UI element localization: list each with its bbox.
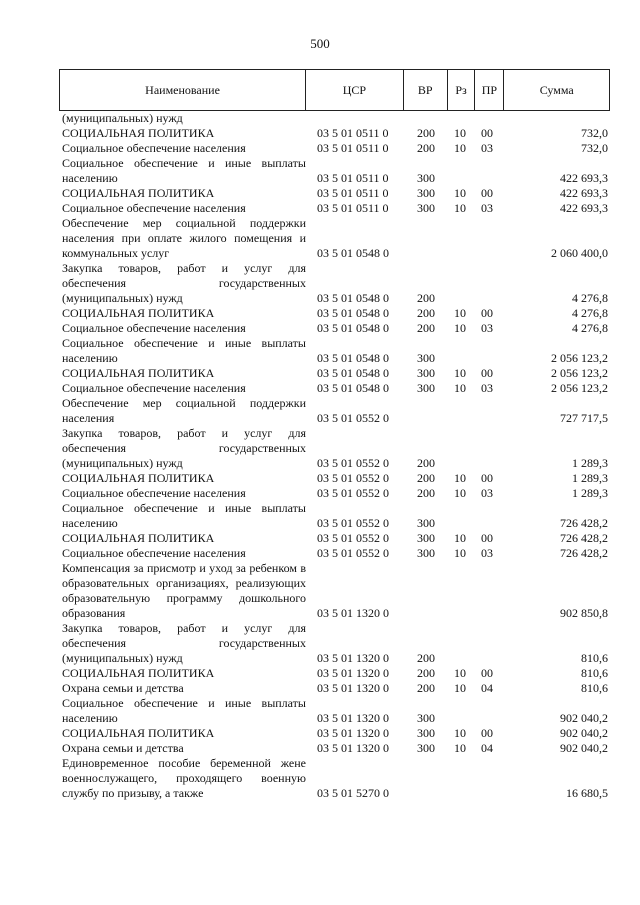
table-row (59, 666, 610, 681)
row-sum: 810,6 (581, 651, 608, 665)
row-sum: 1 289,3 (572, 486, 608, 500)
row-pr: 03 (481, 321, 493, 335)
row-rz: 10 (454, 126, 466, 140)
row-name: Социальное обеспечение населения (62, 141, 246, 155)
table-row (59, 501, 610, 531)
row-csr: 03 5 01 1320 0 (317, 606, 389, 620)
row-name: Закупка товаров, работ и услуг для обеспечения государственных (муниципальных) нужд (62, 261, 306, 305)
row-vr: 200 (417, 666, 435, 680)
row-vr: 300 (417, 351, 435, 365)
row-csr: 03 5 01 0511 0 (317, 186, 389, 200)
table-row (59, 681, 610, 696)
table-row (59, 126, 610, 141)
row-csr: 03 5 01 0548 0 (317, 366, 389, 380)
table-row (59, 186, 610, 201)
row-name: СОЦИАЛЬНАЯ ПОЛИТИКА (62, 126, 215, 140)
row-pr: 03 (481, 141, 493, 155)
row-vr: 200 (417, 471, 435, 485)
row-csr: 03 5 01 0548 0 (317, 246, 389, 260)
table-row (59, 261, 610, 306)
row-csr: 03 5 01 5270 0 (317, 786, 389, 800)
table-row (59, 531, 610, 546)
row-name: Закупка товаров, работ и услуг для обеспечения государственных (муниципальных) нужд (62, 426, 306, 470)
row-rz: 10 (454, 321, 466, 335)
row-name: Обеспечение мер социальной поддержки населения при оплате жилого помещения и коммунальных услуг (62, 216, 306, 260)
table-row (59, 141, 610, 156)
row-rz: 10 (454, 306, 466, 320)
row-vr: 300 (417, 531, 435, 545)
table-row (59, 336, 610, 366)
table-row (59, 306, 610, 321)
row-vr: 200 (417, 141, 435, 155)
row-name: Социальное обеспечение населения (62, 486, 246, 500)
row-name: Социальное обеспечение и иные выплаты населению (62, 501, 306, 530)
row-name: Охрана семьи и детства (62, 741, 184, 755)
row-csr: 03 5 01 0511 0 (317, 126, 389, 140)
row-sum: 726 428,2 (560, 516, 608, 530)
row-csr: 03 5 01 1320 0 (317, 711, 389, 725)
row-rz: 10 (454, 381, 466, 395)
row-csr: 03 5 01 1320 0 (317, 681, 389, 695)
header-csr: ЦСР (306, 70, 404, 110)
row-sum: 4 276,8 (572, 291, 608, 305)
row-vr: 200 (417, 126, 435, 140)
row-csr: 03 5 01 0552 0 (317, 531, 389, 545)
row-rz: 10 (454, 741, 466, 755)
row-pr: 00 (481, 186, 493, 200)
row-csr: 03 5 01 0548 0 (317, 321, 389, 335)
table-row (59, 741, 610, 756)
row-pr: 00 (481, 531, 493, 545)
row-vr: 200 (417, 681, 435, 695)
table-row (59, 726, 610, 741)
table-row (59, 201, 610, 216)
row-name: СОЦИАЛЬНАЯ ПОЛИТИКА (62, 471, 215, 485)
row-name: СОЦИАЛЬНАЯ ПОЛИТИКА (62, 666, 215, 680)
row-csr: 03 5 01 0552 0 (317, 486, 389, 500)
row-vr: 300 (417, 366, 435, 380)
row-sum: 1 289,3 (572, 456, 608, 470)
row-csr: 03 5 01 1320 0 (317, 651, 389, 665)
table-row (59, 216, 610, 261)
row-name: СОЦИАЛЬНАЯ ПОЛИТИКА (62, 186, 215, 200)
row-pr: 00 (481, 471, 493, 485)
table-body (59, 111, 610, 801)
row-rz: 10 (454, 366, 466, 380)
row-name: Социальное обеспечение и иные выплаты населению (62, 336, 306, 365)
row-pr: 03 (481, 486, 493, 500)
row-sum: 2 056 123,2 (551, 366, 608, 380)
row-pr: 03 (481, 546, 493, 560)
row-sum: 810,6 (581, 666, 608, 680)
row-sum: 422 693,3 (560, 186, 608, 200)
row-sum: 4 276,8 (572, 306, 608, 320)
row-csr: 03 5 01 0511 0 (317, 141, 389, 155)
row-rz: 10 (454, 201, 466, 215)
header-name: Наименование (60, 70, 306, 110)
row-sum: 2 056 123,2 (551, 351, 608, 365)
table-header (59, 69, 610, 111)
row-sum: 4 276,8 (572, 321, 608, 335)
row-rz: 10 (454, 681, 466, 695)
row-pr: 00 (481, 306, 493, 320)
row-vr: 300 (417, 381, 435, 395)
header-pr: ПР (475, 70, 504, 110)
row-sum: 16 680,5 (566, 786, 608, 800)
row-vr: 200 (417, 306, 435, 320)
row-name: Социальное обеспечение и иные выплаты населению (62, 156, 306, 185)
row-pr: 03 (481, 381, 493, 395)
row-sum: 727 717,5 (560, 411, 608, 425)
row-csr: 03 5 01 0552 0 (317, 456, 389, 470)
row-csr: 03 5 01 0552 0 (317, 546, 389, 560)
row-csr: 03 5 01 0511 0 (317, 201, 389, 215)
page-number: 500 (310, 36, 330, 51)
row-sum: 902 040,2 (560, 711, 608, 725)
table-row (59, 426, 610, 471)
row-pr: 03 (481, 201, 493, 215)
row-csr: 03 5 01 0548 0 (317, 381, 389, 395)
row-vr: 200 (417, 321, 435, 335)
row-rz: 10 (454, 546, 466, 560)
row-pr: 00 (481, 126, 493, 140)
row-name: СОЦИАЛЬНАЯ ПОЛИТИКА (62, 531, 215, 545)
row-rz: 10 (454, 726, 466, 740)
row-vr: 300 (417, 186, 435, 200)
row-csr: 03 5 01 0552 0 (317, 516, 389, 530)
row-csr: 03 5 01 1320 0 (317, 666, 389, 680)
table-row (59, 156, 610, 186)
table-row (59, 621, 610, 666)
row-name: СОЦИАЛЬНАЯ ПОЛИТИКА (62, 726, 215, 740)
row-sum: 422 693,3 (560, 171, 608, 185)
row-name: Социальное обеспечение населения (62, 381, 246, 395)
table-row (59, 396, 610, 426)
table-row (59, 696, 610, 726)
header-sum: Сумма (539, 82, 574, 97)
row-name: СОЦИАЛЬНАЯ ПОЛИТИКА (62, 306, 215, 320)
row-pr: 04 (481, 681, 493, 695)
row-sum: 902 040,2 (560, 726, 608, 740)
row-csr: 03 5 01 0548 0 (317, 306, 389, 320)
row-name: Охрана семьи и детства (62, 681, 184, 695)
row-sum: 732,0 (581, 126, 608, 140)
row-sum: 732,0 (581, 141, 608, 155)
header-rz: Рз (448, 70, 476, 110)
row-name: Социальное обеспечение населения (62, 201, 246, 215)
row-rz: 10 (454, 666, 466, 680)
row-csr: 03 5 01 0548 0 (317, 351, 389, 365)
row-name: СОЦИАЛЬНАЯ ПОЛИТИКА (62, 366, 215, 380)
row-sum: 2 056 123,2 (551, 381, 608, 395)
row-csr: 03 5 01 1320 0 (317, 726, 389, 740)
row-rz: 10 (454, 471, 466, 485)
row-csr: 03 5 01 1320 0 (317, 741, 389, 755)
table-row (59, 561, 610, 621)
header-vr: ВР (404, 70, 448, 110)
row-vr: 200 (417, 291, 435, 305)
table-row (59, 471, 610, 486)
row-sum: 422 693,3 (560, 201, 608, 215)
row-name: (муниципальных) нужд (62, 111, 183, 125)
row-name: Единовременное пособие беременной жене военнослужащего, проходящего военную службу по призыву, а также (62, 756, 306, 800)
row-rz: 10 (454, 186, 466, 200)
row-name: Закупка товаров, работ и услуг для обеспечения государственных (муниципальных) нужд (62, 621, 306, 665)
row-vr: 200 (417, 456, 435, 470)
row-vr: 300 (417, 726, 435, 740)
row-pr: 00 (481, 366, 493, 380)
row-vr: 300 (417, 741, 435, 755)
row-pr: 00 (481, 666, 493, 680)
table-row (59, 381, 610, 396)
table-row (59, 111, 610, 126)
row-csr: 03 5 01 0552 0 (317, 471, 389, 485)
row-sum: 726 428,2 (560, 531, 608, 545)
row-rz: 10 (454, 141, 466, 155)
row-sum: 1 289,3 (572, 471, 608, 485)
row-name: Обеспечение мер социальной поддержки населения (62, 396, 306, 425)
row-vr: 300 (417, 546, 435, 560)
row-name: Компенсация за присмотр и уход за ребенком в образовательных организациях, реализующих образовательную программу дошкольного образования (62, 561, 306, 620)
row-sum: 902 850,8 (560, 606, 608, 620)
budget-table (59, 69, 610, 801)
row-sum: 726 428,2 (560, 546, 608, 560)
row-vr: 300 (417, 516, 435, 530)
row-vr: 300 (417, 201, 435, 215)
row-pr: 04 (481, 741, 493, 755)
row-vr: 200 (417, 486, 435, 500)
row-sum: 902 040,2 (560, 741, 608, 755)
row-csr: 03 5 01 0548 0 (317, 291, 389, 305)
table-row (59, 321, 610, 336)
row-name: Социальное обеспечение и иные выплаты населению (62, 696, 306, 725)
row-pr: 00 (481, 726, 493, 740)
row-vr: 300 (417, 711, 435, 725)
row-rz: 10 (454, 531, 466, 545)
row-name: Социальное обеспечение населения (62, 321, 246, 335)
row-csr: 03 5 01 0511 0 (317, 171, 389, 185)
table-row (59, 546, 610, 561)
row-name: Социальное обеспечение населения (62, 546, 246, 560)
row-csr: 03 5 01 0552 0 (317, 411, 389, 425)
row-sum: 810,6 (581, 681, 608, 695)
row-rz: 10 (454, 486, 466, 500)
table-row (59, 366, 610, 381)
row-vr: 200 (417, 651, 435, 665)
table-row (59, 486, 610, 501)
table-row (59, 756, 610, 801)
row-sum: 2 060 400,0 (551, 246, 608, 260)
row-vr: 300 (417, 171, 435, 185)
